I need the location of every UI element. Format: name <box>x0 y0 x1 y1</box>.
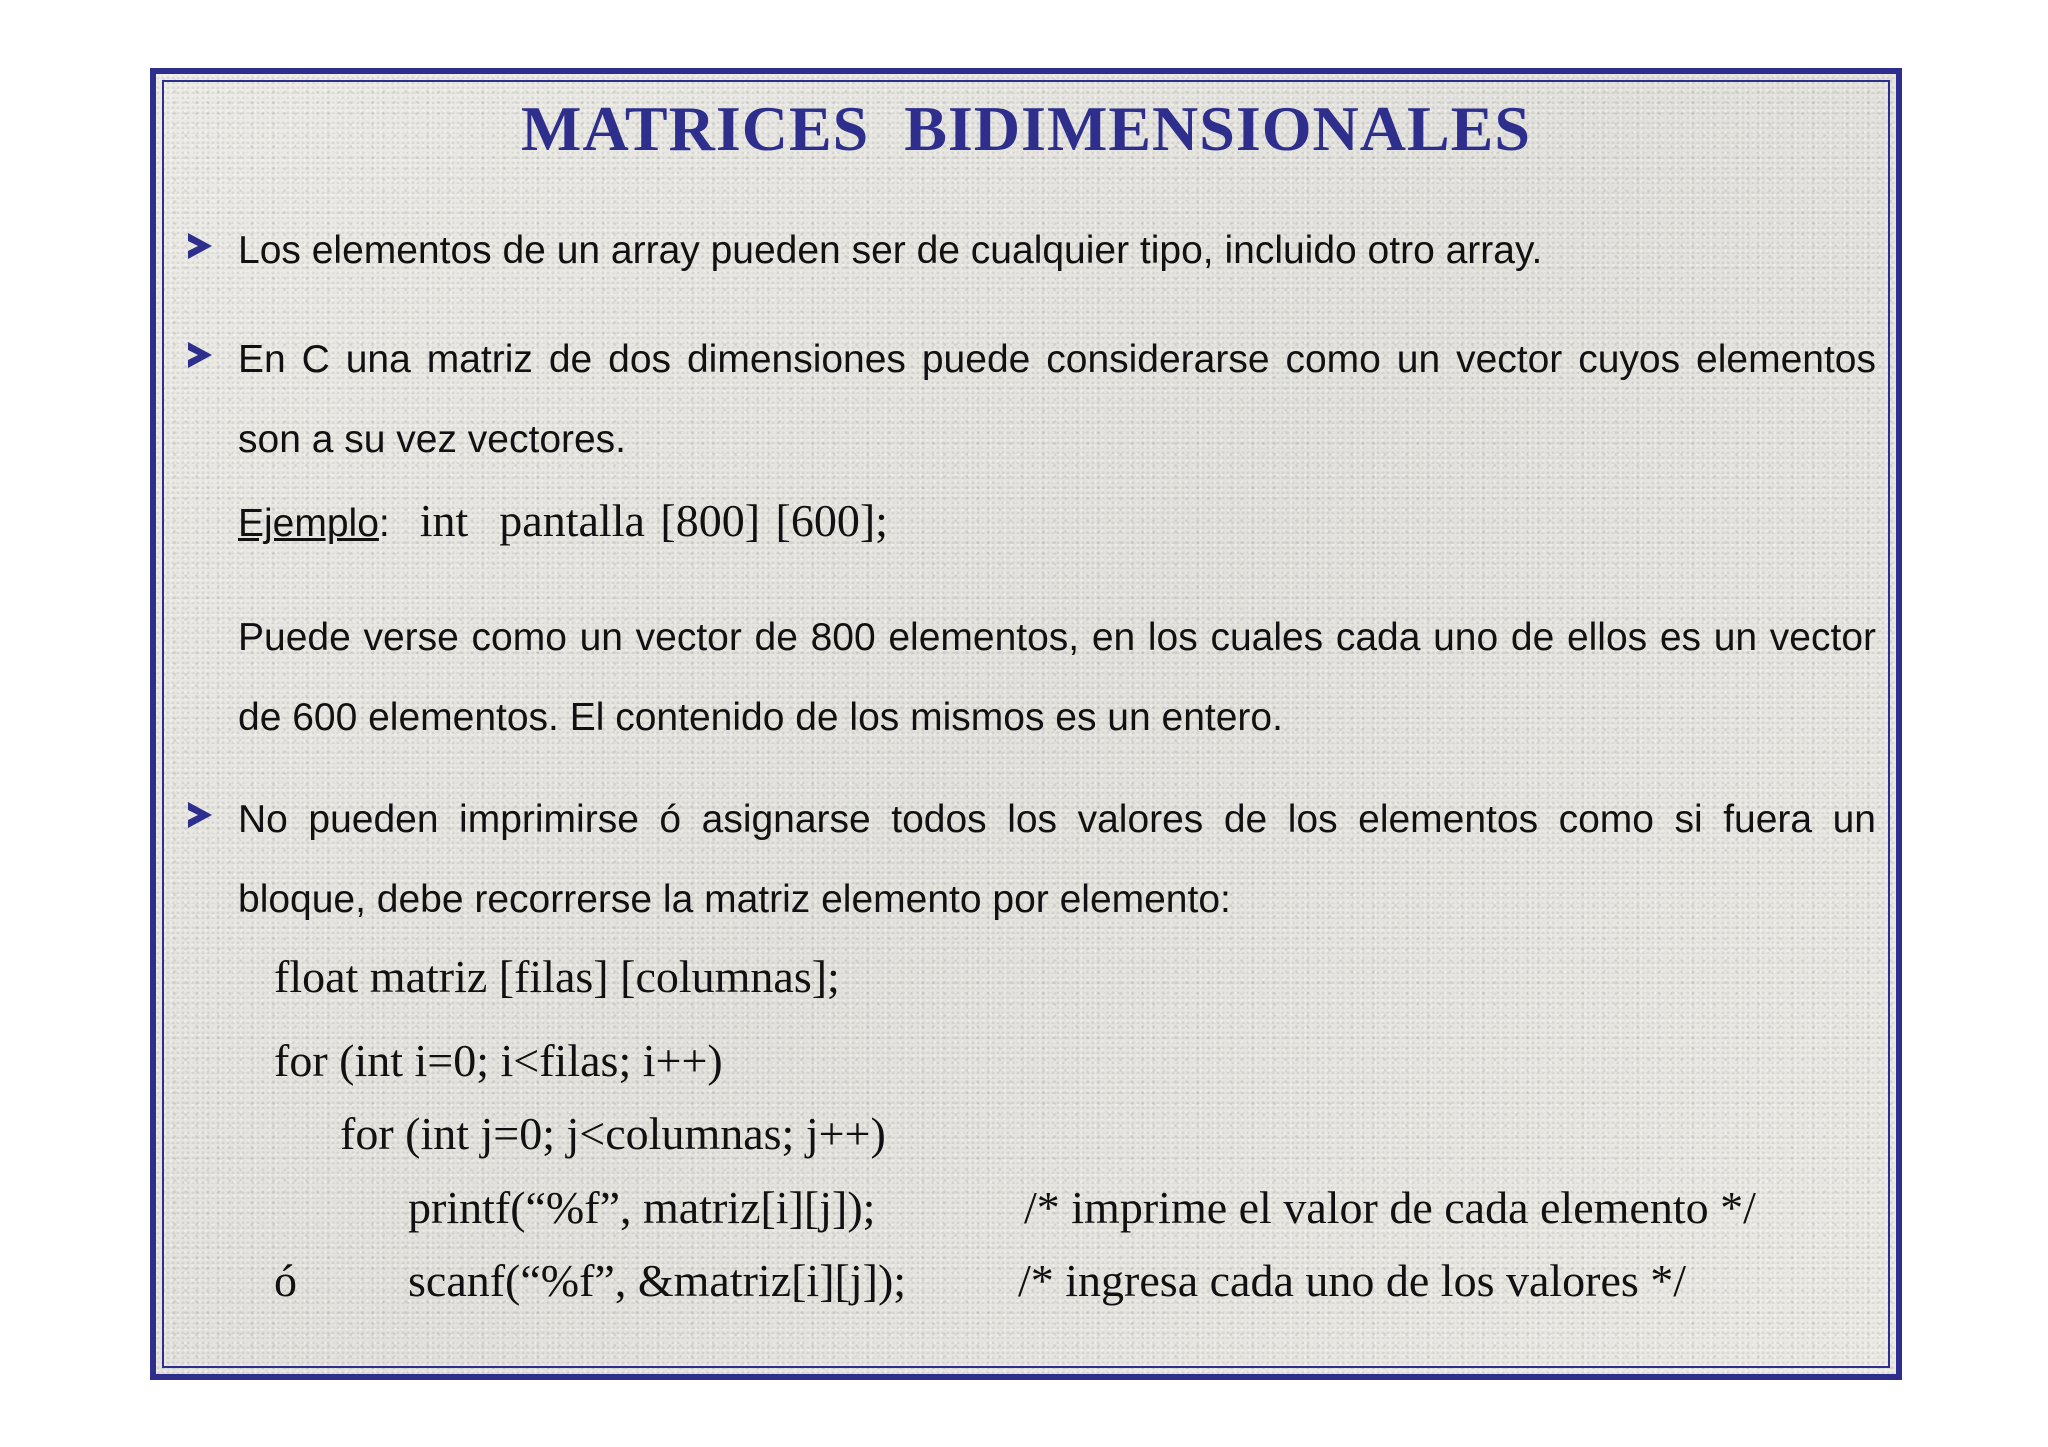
example-line <box>238 494 888 547</box>
example-label: Ejemplo <box>238 502 379 545</box>
bullet-1-text: Los elementos de un array pueden ser de cualquier tipo, incluido otro array. <box>238 229 1543 272</box>
slide-title: MATRICES BIDIMENSIONALES <box>521 93 1531 164</box>
bullet-3-text: No pueden imprimirse ó asignarse todos los valores de los elementos como si fuera un bloque, debe recorrerse la matriz elemento por elemento: <box>238 798 1876 921</box>
example-code: int pantalla [800] [600]; <box>419 495 888 546</box>
slide <box>150 68 1902 1380</box>
example-explanation: Puede verse como un vector de 800 elementos, en los cuales cada uno de ellos es un vector de 600 elementos. El contenido de los mismos es un entero. <box>238 616 1876 739</box>
code-declaration: float matriz [filas] [columnas]; <box>274 951 840 1002</box>
code-scanf: scanf(“%f”, &matriz[i][j]); <box>408 1255 907 1306</box>
arrow-right-icon <box>188 232 220 267</box>
code-inner-loop: for (int j=0; j<columnas; j++) <box>340 1108 886 1159</box>
example-colon: : <box>378 502 390 545</box>
code-printf: printf(“%f”, matriz[i][j]); <box>408 1182 876 1233</box>
code-or-label: ó <box>274 1255 297 1306</box>
code-outer-loop: for (int i=0; i<filas; i++) <box>274 1035 723 1086</box>
code-scanf-comment: /* ingresa cada uno de los valores */ <box>1018 1255 1687 1306</box>
arrow-right-icon <box>188 341 220 376</box>
code-printf-comment: /* imprime el valor de cada elemento */ <box>1024 1182 1756 1233</box>
bullet-2-text: En C una matriz de dos dimensiones puede considerarse como un vector cuyos elementos son a su vez vectores. <box>238 338 1876 461</box>
arrow-right-icon <box>188 801 220 836</box>
